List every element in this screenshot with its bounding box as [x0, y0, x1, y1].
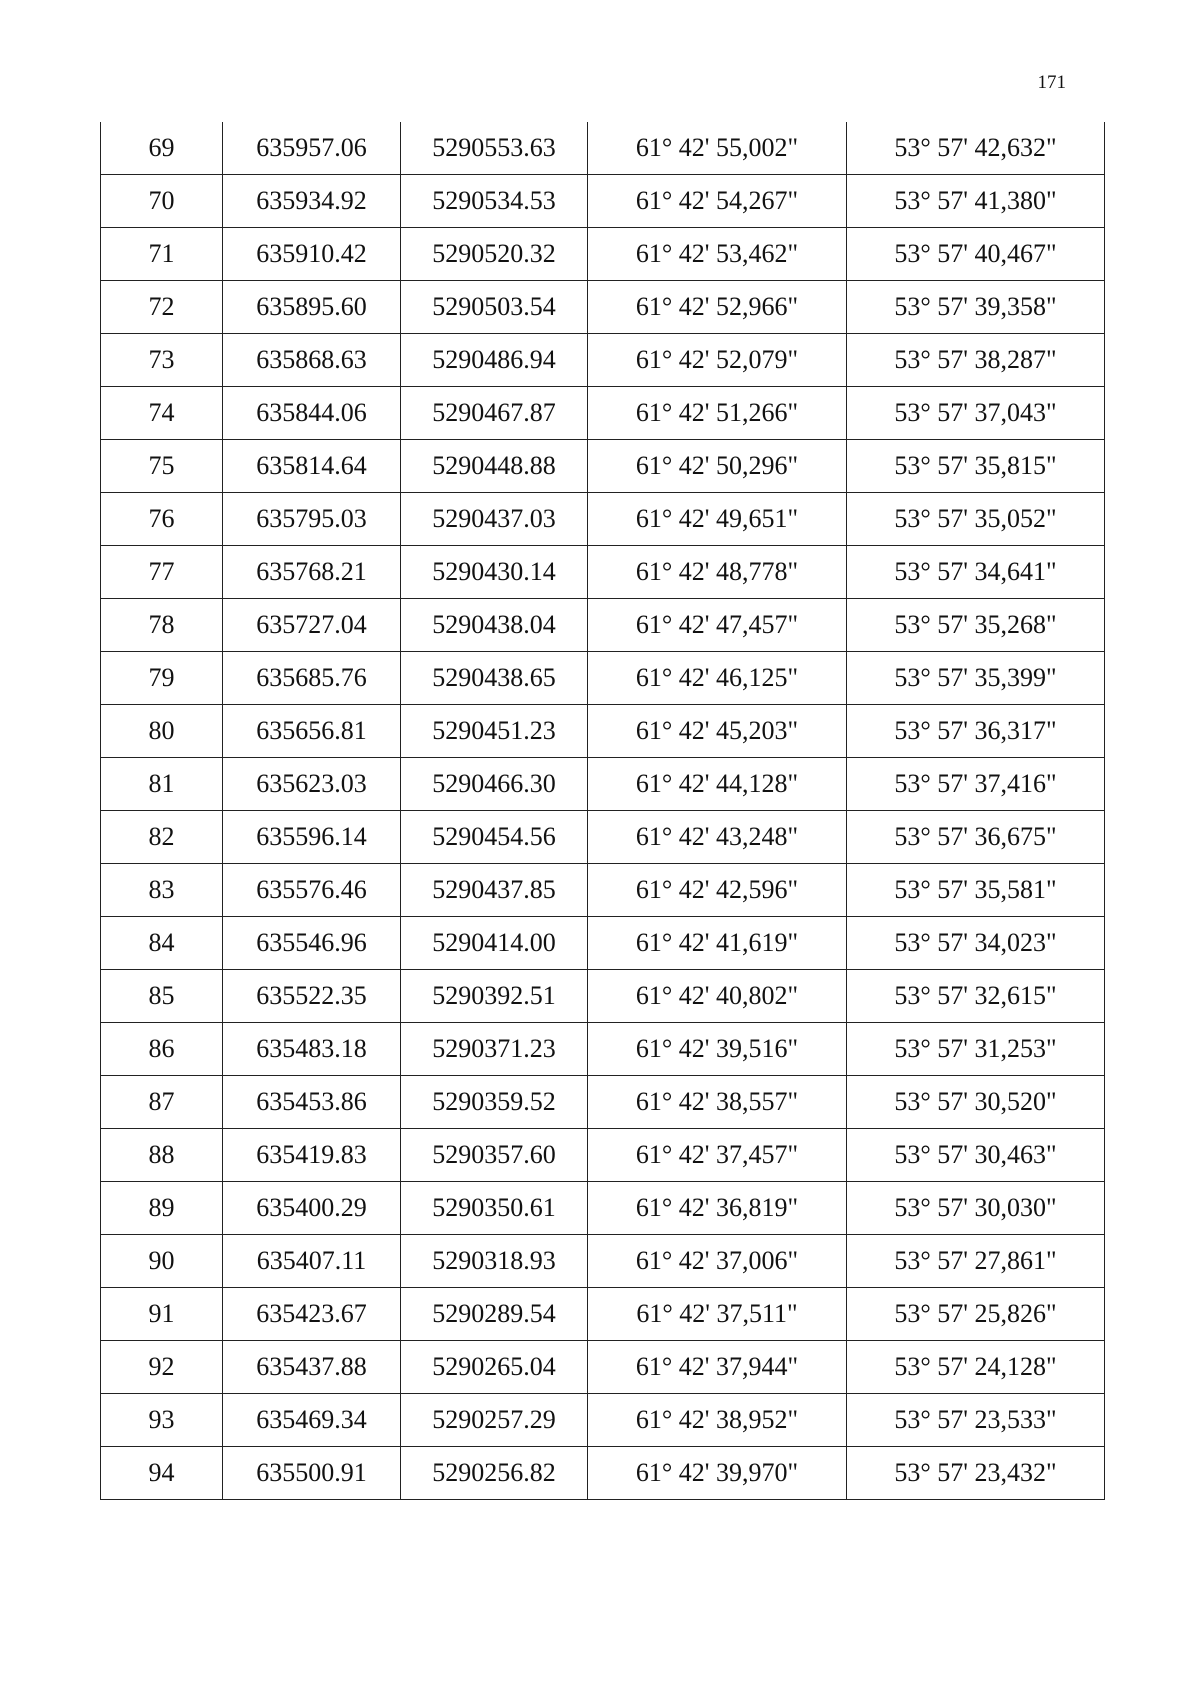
table-row: [101, 758, 1105, 811]
x-coordinate-cell: 635934.92: [223, 175, 401, 228]
x-coordinate-cell: 635727.04: [223, 599, 401, 652]
y-coordinate-cell: 5290257.29: [401, 1394, 588, 1447]
x-coordinate-cell: 635910.42: [223, 228, 401, 281]
y-coordinate-cell: 5290438.65: [401, 652, 588, 705]
y-coordinate-cell: 5290437.03: [401, 493, 588, 546]
x-coordinate-cell: 635814.64: [223, 440, 401, 493]
longitude-cell: 61° 42' 44,128": [588, 758, 847, 811]
table-row: [101, 281, 1105, 334]
latitude-cell: 53° 57' 38,287": [847, 334, 1105, 387]
x-coordinate-cell: 635522.35: [223, 970, 401, 1023]
latitude-cell: 53° 57' 24,128": [847, 1341, 1105, 1394]
x-coordinate-cell: 635500.91: [223, 1447, 401, 1500]
x-coordinate-cell: 635483.18: [223, 1023, 401, 1076]
longitude-cell: 61° 42' 36,819": [588, 1182, 847, 1235]
table-row: [101, 546, 1105, 599]
longitude-cell: 61° 42' 51,266": [588, 387, 847, 440]
latitude-cell: 53° 57' 36,675": [847, 811, 1105, 864]
point-number-cell: 89: [101, 1182, 223, 1235]
latitude-cell: 53° 57' 42,632": [847, 122, 1105, 175]
latitude-cell: 53° 57' 27,861": [847, 1235, 1105, 1288]
point-number-cell: 74: [101, 387, 223, 440]
longitude-cell: 61° 42' 38,557": [588, 1076, 847, 1129]
y-coordinate-cell: 5290357.60: [401, 1129, 588, 1182]
point-number-cell: 69: [101, 122, 223, 175]
latitude-cell: 53° 57' 35,052": [847, 493, 1105, 546]
point-number-cell: 70: [101, 175, 223, 228]
x-coordinate-cell: 635868.63: [223, 334, 401, 387]
x-coordinate-cell: 635469.34: [223, 1394, 401, 1447]
point-number-cell: 91: [101, 1288, 223, 1341]
point-number-cell: 84: [101, 917, 223, 970]
x-coordinate-cell: 635419.83: [223, 1129, 401, 1182]
x-coordinate-cell: 635685.76: [223, 652, 401, 705]
table-row: [101, 970, 1105, 1023]
longitude-cell: 61° 42' 40,802": [588, 970, 847, 1023]
latitude-cell: 53° 57' 35,268": [847, 599, 1105, 652]
point-number-cell: 75: [101, 440, 223, 493]
latitude-cell: 53° 57' 35,399": [847, 652, 1105, 705]
table-row: [101, 599, 1105, 652]
point-number-cell: 90: [101, 1235, 223, 1288]
table-row: [101, 1076, 1105, 1129]
table-row: [101, 175, 1105, 228]
y-coordinate-cell: 5290437.85: [401, 864, 588, 917]
longitude-cell: 61° 42' 41,619": [588, 917, 847, 970]
longitude-cell: 61° 42' 50,296": [588, 440, 847, 493]
longitude-cell: 61° 42' 37,944": [588, 1341, 847, 1394]
point-number-cell: 82: [101, 811, 223, 864]
table-row: [101, 1288, 1105, 1341]
coordinates-table: [100, 122, 1105, 1500]
latitude-cell: 53° 57' 25,826": [847, 1288, 1105, 1341]
x-coordinate-cell: 635656.81: [223, 705, 401, 758]
x-coordinate-cell: 635423.67: [223, 1288, 401, 1341]
latitude-cell: 53° 57' 37,416": [847, 758, 1105, 811]
x-coordinate-cell: 635768.21: [223, 546, 401, 599]
point-number-cell: 79: [101, 652, 223, 705]
longitude-cell: 61° 42' 37,457": [588, 1129, 847, 1182]
table-row: [101, 1023, 1105, 1076]
table-row: [101, 1129, 1105, 1182]
coordinates-table-body: [101, 122, 1105, 1500]
table-row: [101, 811, 1105, 864]
y-coordinate-cell: 5290553.63: [401, 122, 588, 175]
point-number-cell: 72: [101, 281, 223, 334]
latitude-cell: 53° 57' 23,533": [847, 1394, 1105, 1447]
latitude-cell: 53° 57' 36,317": [847, 705, 1105, 758]
table-row: [101, 1182, 1105, 1235]
y-coordinate-cell: 5290466.30: [401, 758, 588, 811]
point-number-cell: 83: [101, 864, 223, 917]
latitude-cell: 53° 57' 30,463": [847, 1129, 1105, 1182]
x-coordinate-cell: 635546.96: [223, 917, 401, 970]
longitude-cell: 61° 42' 37,006": [588, 1235, 847, 1288]
longitude-cell: 61° 42' 47,457": [588, 599, 847, 652]
latitude-cell: 53° 57' 30,520": [847, 1076, 1105, 1129]
point-number-cell: 85: [101, 970, 223, 1023]
latitude-cell: 53° 57' 41,380": [847, 175, 1105, 228]
longitude-cell: 61° 42' 37,511": [588, 1288, 847, 1341]
point-number-cell: 88: [101, 1129, 223, 1182]
x-coordinate-cell: 635407.11: [223, 1235, 401, 1288]
table-row: [101, 864, 1105, 917]
point-number-cell: 94: [101, 1447, 223, 1500]
longitude-cell: 61° 42' 45,203": [588, 705, 847, 758]
y-coordinate-cell: 5290503.54: [401, 281, 588, 334]
latitude-cell: 53° 57' 34,641": [847, 546, 1105, 599]
longitude-cell: 61° 42' 43,248": [588, 811, 847, 864]
table-row: [101, 122, 1105, 175]
x-coordinate-cell: 635576.46: [223, 864, 401, 917]
longitude-cell: 61° 42' 48,778": [588, 546, 847, 599]
latitude-cell: 53° 57' 23,432": [847, 1447, 1105, 1500]
longitude-cell: 61° 42' 52,966": [588, 281, 847, 334]
point-number-cell: 78: [101, 599, 223, 652]
y-coordinate-cell: 5290438.04: [401, 599, 588, 652]
y-coordinate-cell: 5290430.14: [401, 546, 588, 599]
longitude-cell: 61° 42' 53,462": [588, 228, 847, 281]
point-number-cell: 92: [101, 1341, 223, 1394]
table-row: [101, 1394, 1105, 1447]
y-coordinate-cell: 5290392.51: [401, 970, 588, 1023]
latitude-cell: 53° 57' 39,358": [847, 281, 1105, 334]
point-number-cell: 86: [101, 1023, 223, 1076]
x-coordinate-cell: 635844.06: [223, 387, 401, 440]
latitude-cell: 53° 57' 37,043": [847, 387, 1105, 440]
y-coordinate-cell: 5290467.87: [401, 387, 588, 440]
table-row: [101, 334, 1105, 387]
table-row: [101, 440, 1105, 493]
latitude-cell: 53° 57' 32,615": [847, 970, 1105, 1023]
longitude-cell: 61° 42' 46,125": [588, 652, 847, 705]
latitude-cell: 53° 57' 35,581": [847, 864, 1105, 917]
table-row: [101, 1447, 1105, 1500]
y-coordinate-cell: 5290451.23: [401, 705, 588, 758]
page-number: 171: [1037, 72, 1066, 93]
x-coordinate-cell: 635623.03: [223, 758, 401, 811]
point-number-cell: 77: [101, 546, 223, 599]
point-number-cell: 80: [101, 705, 223, 758]
y-coordinate-cell: 5290359.52: [401, 1076, 588, 1129]
y-coordinate-cell: 5290265.04: [401, 1341, 588, 1394]
point-number-cell: 76: [101, 493, 223, 546]
y-coordinate-cell: 5290448.88: [401, 440, 588, 493]
y-coordinate-cell: 5290256.82: [401, 1447, 588, 1500]
x-coordinate-cell: 635895.60: [223, 281, 401, 334]
table-row: [101, 705, 1105, 758]
y-coordinate-cell: 5290520.32: [401, 228, 588, 281]
longitude-cell: 61° 42' 39,516": [588, 1023, 847, 1076]
x-coordinate-cell: 635795.03: [223, 493, 401, 546]
x-coordinate-cell: 635596.14: [223, 811, 401, 864]
longitude-cell: 61° 42' 38,952": [588, 1394, 847, 1447]
longitude-cell: 61° 42' 54,267": [588, 175, 847, 228]
y-coordinate-cell: 5290318.93: [401, 1235, 588, 1288]
longitude-cell: 61° 42' 39,970": [588, 1447, 847, 1500]
latitude-cell: 53° 57' 30,030": [847, 1182, 1105, 1235]
table-row: [101, 493, 1105, 546]
point-number-cell: 71: [101, 228, 223, 281]
y-coordinate-cell: 5290534.53: [401, 175, 588, 228]
longitude-cell: 61° 42' 52,079": [588, 334, 847, 387]
latitude-cell: 53° 57' 31,253": [847, 1023, 1105, 1076]
x-coordinate-cell: 635453.86: [223, 1076, 401, 1129]
y-coordinate-cell: 5290486.94: [401, 334, 588, 387]
table-row: [101, 387, 1105, 440]
table-row: [101, 917, 1105, 970]
x-coordinate-cell: 635437.88: [223, 1341, 401, 1394]
point-number-cell: 73: [101, 334, 223, 387]
table-row: [101, 1341, 1105, 1394]
longitude-cell: 61° 42' 49,651": [588, 493, 847, 546]
y-coordinate-cell: 5290414.00: [401, 917, 588, 970]
point-number-cell: 87: [101, 1076, 223, 1129]
table-row: [101, 652, 1105, 705]
table-row: [101, 228, 1105, 281]
table-row: [101, 1235, 1105, 1288]
latitude-cell: 53° 57' 34,023": [847, 917, 1105, 970]
point-number-cell: 81: [101, 758, 223, 811]
x-coordinate-cell: 635957.06: [223, 122, 401, 175]
longitude-cell: 61° 42' 55,002": [588, 122, 847, 175]
x-coordinate-cell: 635400.29: [223, 1182, 401, 1235]
y-coordinate-cell: 5290454.56: [401, 811, 588, 864]
latitude-cell: 53° 57' 35,815": [847, 440, 1105, 493]
y-coordinate-cell: 5290289.54: [401, 1288, 588, 1341]
point-number-cell: 93: [101, 1394, 223, 1447]
latitude-cell: 53° 57' 40,467": [847, 228, 1105, 281]
longitude-cell: 61° 42' 42,596": [588, 864, 847, 917]
y-coordinate-cell: 5290371.23: [401, 1023, 588, 1076]
y-coordinate-cell: 5290350.61: [401, 1182, 588, 1235]
